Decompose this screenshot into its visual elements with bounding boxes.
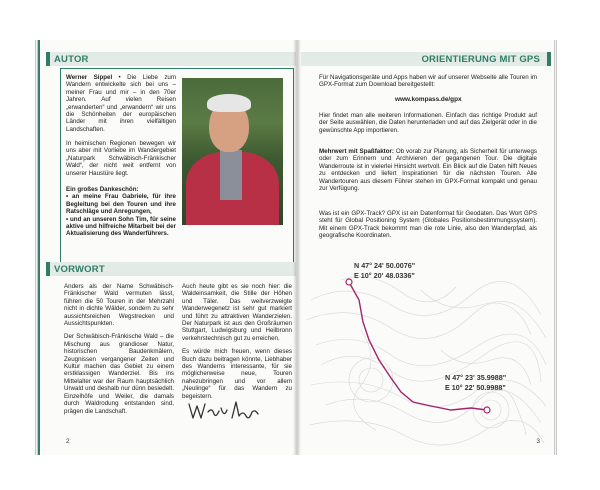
autor-paragraph-2: In heimischen Regionen bewegen wir uns aber mit Vorliebe im Wandergebiet „Naturpark Schwäbisch-Fränkischer Wald“, der nicht weit entfernt von unserer Haustüre liegt. [66,140,176,177]
vorwort-column-1 [64,283,174,415]
dankeschoen-title: Ein großes Dankeschön: [66,186,139,193]
vorwort-heading: VORWORT [54,263,105,275]
gps-p3-lead: Mehrwert mit Spaßfaktor: [319,148,394,155]
autor-name: Werner Sippel [66,74,113,81]
gps-track-map [301,260,549,450]
dankeschoen-item-1: • an meine Frau Gabriele, für ihre Begleitung bei den Touren und ihre Ratschläge und Anregungen, [66,193,176,216]
vorwort-c2-p2: Es würde mich freuen, wenn dieses Buch dazu beitragen könnte, Liebhaber des Wanderns interessante, für sie möglicherweise neue, Touren nahezubringen und vor allem „Neulinge“ für das Wandern zu begeistern. [182,348,292,400]
right-page-edge [554,40,557,455]
left-page-edge [35,40,38,455]
book-spread [38,40,554,455]
gps-paragraph-3 [319,148,537,192]
gps-paragraph-1: Für Navigationsgeräte und Apps haben wir auf unserer Webseite alle Touren im GPX-Format zum Download bereitgestellt: [319,74,537,89]
left-page [38,40,299,455]
right-page [297,40,556,455]
gps-paragraph-4: Was ist ein GPX-Track? GPX ist ein Datenformat für Geodaten. Das Wort GPS steht für Global Positioning System (Globales Positionsbestimmungssystem). Mit einem GPX-Track bekommt man die rote Linie, also den Wanderpfad, als geografische Koordinaten. [319,210,537,240]
gps-p3-body: Ob vorab zur Planung, als Sicherheit für unterwegs oder zum Erinnern und Archivieren der gegangenen Tour. Die digitale Wanderroute ist in vielerlei Hinsicht wertvoll. Ein Blick auf die Daten hilft Neues zu entdecken und liefert Inspirationen für die nächsten Touren. Alle Wandertouren aus diesem Führer stehen im GPX-Format kompakt und genau zur Verfügung. [319,148,538,193]
end-coordinate-e: E 10° 22' 50.9988" [445,383,506,392]
start-coordinate-e: E 10° 20' 48.0336" [354,271,415,280]
book-spine [293,40,301,455]
author-signature [186,398,266,429]
signature-text [186,398,192,399]
track-end-marker [484,407,490,413]
dankeschoen-item-2: • und an unseren Sohn Tim, für seine aktive und hilfreiche Mitarbeit bei der Aktualisierung des Wanderführers. [66,215,176,238]
track-start-marker [346,279,352,285]
gpx-download-link[interactable]: www.kompass.de/gpx [395,96,462,103]
gps-paragraph-2: Hier findet man alle weiteren Informationen. Einfach das richtige Produkt auf der Seite auswählen, die Daten herunterladen und auf das Zielgerät oder in die gewünschte App importieren. [319,112,537,134]
gps-heading: ORIENTIERUNG MIT GPS [421,53,540,65]
end-coordinate-n: N 47° 23' 35.9988" [445,373,507,382]
vorwort-column-2 [182,283,292,400]
author-photo [182,78,283,225]
autor-paragraph-1 [66,74,176,133]
page-number-right: 3 [536,438,540,445]
page-number-left: 2 [66,438,70,445]
vorwort-c1-p2: Der Schwäbisch-Fränkische Wald – die Mischung aus grandioser Natur, historischen Baudenkmälern, Zeugnissen vergangener Zeiten und Kultur machen das Gebiet zu einem erstklassigen Wanderziel. Bis ins Mittelalter war der Raum hauptsächlich Urwald und deshalb nur dünn besiedelt. Einzelhöfe und Weiler, die damals durch Waldrodung entstanden sind, prägen die Landschaft. [64,333,174,415]
autor-bio: • Die Liebe zum Wandern entwickelte sich bei uns – meiner Frau und mir – in den 70er Jahren. Auf vielen Reisen „erwanderten“ und „erwandern“ wir uns die Schönheiten der europäischen Länder mit ihren vielfältigen Landschaften. [66,74,177,133]
start-coordinate-n: N 47° 24' 50.0076" [354,261,416,270]
vorwort-c2-p1: Auch heute gibt es sie noch hier: die Waldeinsamkeit, die Stille der Höhen und Täler. Das weitverzweigte Wanderwegenetz ist sehr gut markiert und führt zu attraktiven Wanderzielen. Der Naturpark ist aus den Großräumen Stuttgart, Ludwigsburg und Heilbronn verkehrstechnisch gut zu erreichen. [182,283,292,342]
dankeschoen-block [66,186,176,238]
autor-heading: AUTOR [54,53,89,65]
vorwort-c1-p1: Anders als der Name Schwäbisch-Fränkischer Wald vermuten lässt, führen die 50 Touren in der Mehrzahl nicht in dichte Wälder, sondern zu sehr aussichtsreichen Wegstrecken und Aussichtspunkten. [64,283,174,328]
